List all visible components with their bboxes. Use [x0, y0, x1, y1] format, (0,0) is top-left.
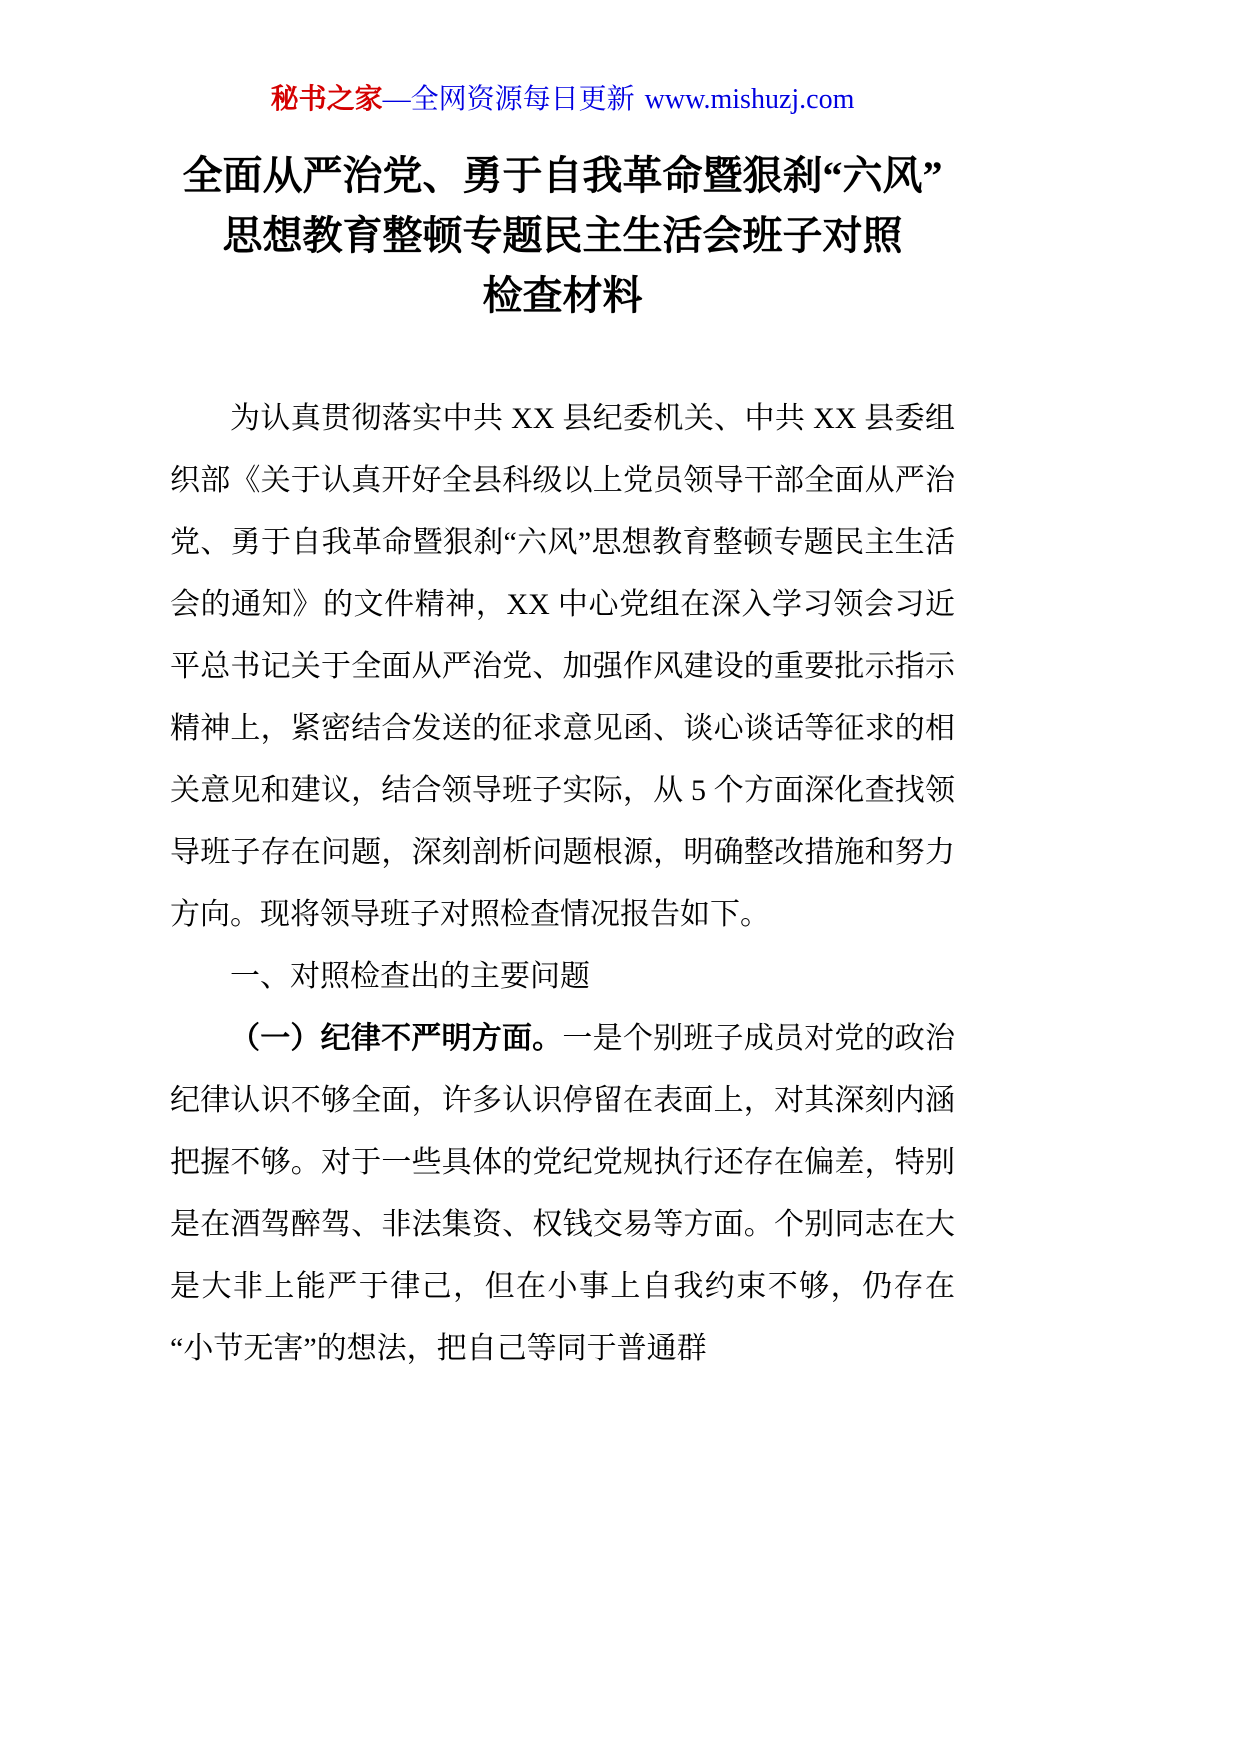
- document-body: [170, 388, 955, 1380]
- item1-lead-bold: （一）纪律不严明方面。: [230, 1022, 563, 1055]
- site-header: [170, 80, 955, 120]
- site-brand: 秘书之家: [270, 84, 383, 115]
- site-tagline: —全网资源每日更新: [382, 84, 635, 115]
- item1-text: 一是个别班子成员对党的政治纪律认识不够全面，许多认识停留在表面上，对其深刻内涵把握不够。对于一些具体的党纪党规执行还存在偏差，特别是在酒驾醉驾、非法集资、权钱交易等方面。个别同志在大是大非上能严于律己，但在小事上自我约束不够，仍存在“小节无害”的想法，把自己等同于普通群: [170, 1022, 956, 1365]
- document-title-line1: 全面从严治党、勇于自我革命暨狠刹“六风”思想教育整顿专题民主生活会班子对照: [182, 153, 943, 258]
- section-heading: 一、对照检查出的主要问题: [230, 960, 590, 993]
- document-title-line2: 检查材料: [482, 273, 643, 318]
- site-url: www.mishuzj.com: [644, 84, 855, 115]
- paragraph-item1: [170, 1008, 955, 1380]
- paragraph-intro: 为认真贯彻落实中共 XX 县纪委机关、中共 XX 县委组织部《关于认真开好全县科级以上党员领导干部全面从严治党、勇于自我革命暨狠刹“六风”思想教育整顿专题民主生活会的通知》的文件精神，XX 中心党组在深入学习领会习近平总书记关于全面从严治党、加强作风建设的重要批示指示精神上，紧密结合发送的征求意见函、谈心谈话等征求的相关意见和建议，结合领导班子实际，从 5 个方面深化查找领导班子存在问题，深刻剖析问题根源，明确整改措施和努力方向。现将领导班子对照检查情况报告如下。: [170, 402, 955, 931]
